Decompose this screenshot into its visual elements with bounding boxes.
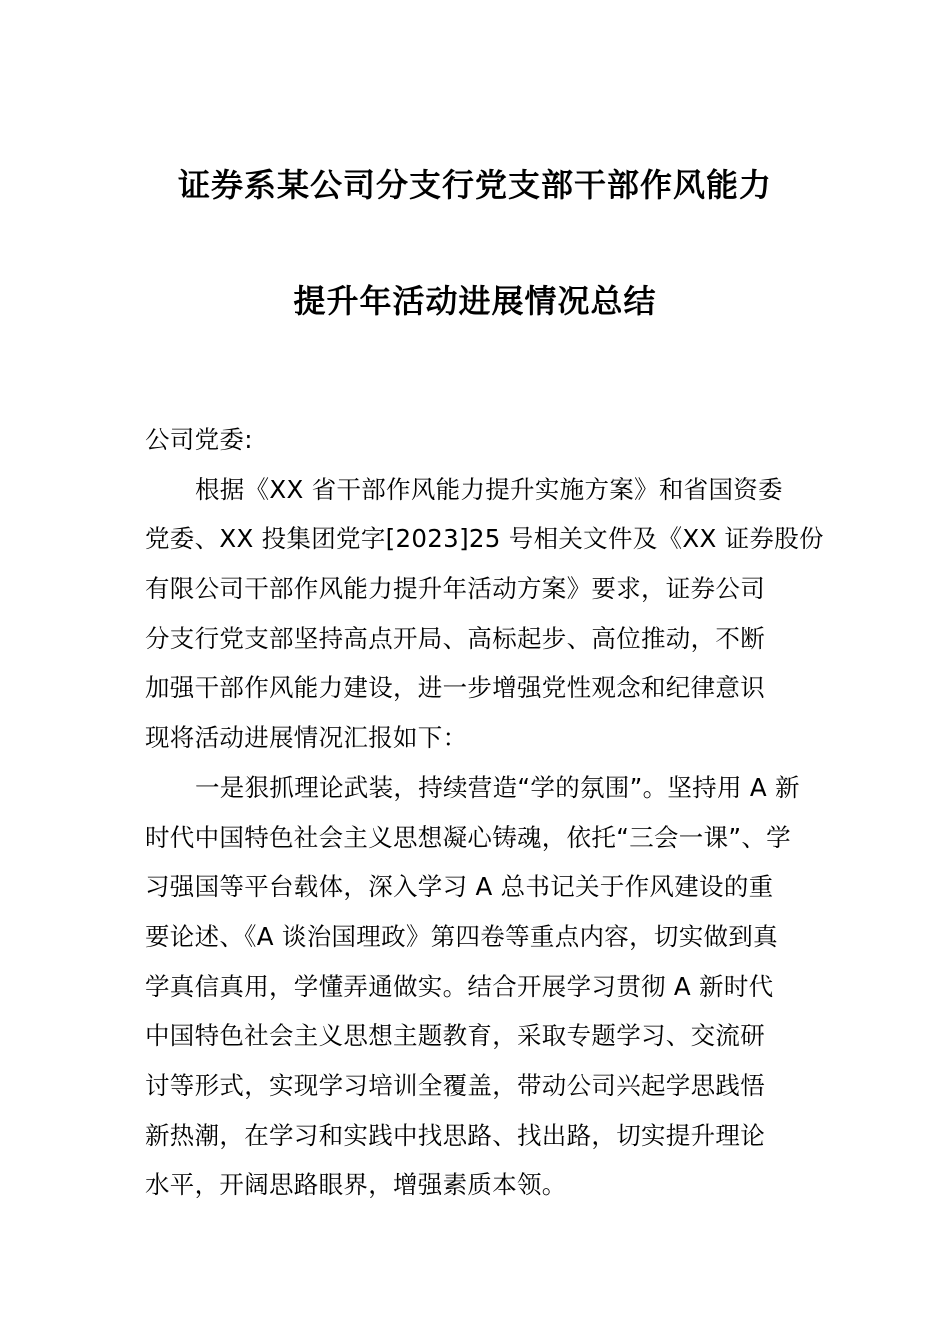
paragraph-line: 讨等形式，实现学习培训全覆盖，带动公司兴起学思践悟	[145, 1070, 765, 1100]
paragraph-2	[145, 769, 815, 1216]
paragraph-line: 学真信真用，学懂弄通做实。结合开展学习贯彻 A 新时代	[145, 971, 774, 1001]
salutation: 公司党委:	[145, 425, 253, 454]
paragraph-line: 时代中国特色社会主义思想凝心铸魂，依托“三会一课”、学	[145, 822, 791, 852]
paragraph-line: 根据《XX 省干部作风能力提升实施方案》和省国资委	[195, 474, 783, 504]
paragraph-line: 有限公司干部作风能力提升年活动方案》要求，证券公司	[145, 574, 765, 604]
document-title-line-1: 证券系某公司分支行党支部干部作风能力	[177, 166, 772, 204]
document-title-line-2: 提升年活动进展情况总结	[293, 282, 657, 320]
paragraph-line: 要论述、《A 谈治国理政》第四卷等重点内容，切实做到真	[145, 921, 778, 951]
paragraph-line: 加强干部作风能力建设，进一步增强党性观念和纪律意识	[145, 673, 765, 703]
paragraph-line: 一是狠抓理论武装，持续营造“学的氛围”。坚持用 A 新	[195, 772, 800, 802]
paragraph-line: 习强国等平台载体，深入学习 A 总书记关于作风建设的重	[145, 872, 774, 902]
paragraph-line: 现将活动进展情况汇报如下：	[145, 723, 468, 753]
paragraph-line: 分支行党支部坚持高点开局、高标起步、高位推动，不断	[145, 623, 765, 653]
document-body	[145, 421, 824, 1216]
paragraph-line: 中国特色社会主义思想主题教育，采取专题学习、交流研	[145, 1021, 765, 1051]
paragraph-1	[145, 471, 824, 769]
paragraph-line: 党委、XX 投集团党字[2023]25 号相关文件及《XX 证券股份	[145, 524, 824, 554]
paragraph-line: 新热潮，在学习和实践中找思路、找出路，切实提升理论	[145, 1120, 765, 1150]
paragraph-line: 水平，开阔思路眼界，增强素质本领。	[145, 1170, 567, 1200]
